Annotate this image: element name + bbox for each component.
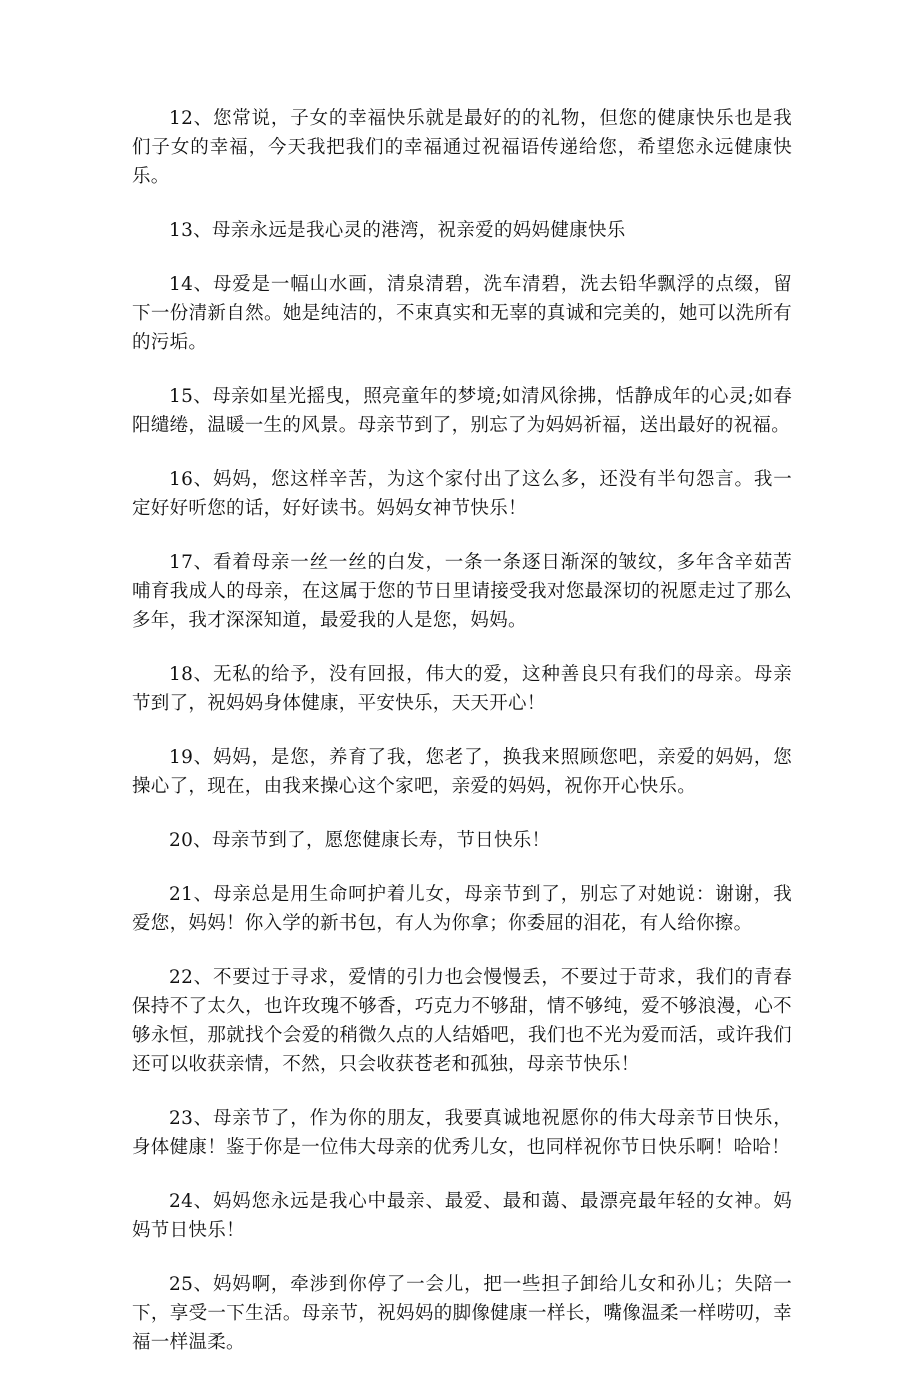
paragraph-20: 20、母亲节到了，愿您健康长寿，节日快乐！ [169,830,551,851]
paragraph-22: 22、不要过于寻求，爱情的引力也会慢慢丢，不要过于苛求，我们的青春保持不了太久，也许玫瑰不够香，巧克力不够甜，情不够纯，爱不够浪漫，心不够永恒，那就找个会爱的稍微久点的人结婚吧，我们也不光为爱而活，或许我们还可以收获亲情，不然，只会收获苍老和孤独，母亲节快乐！ [132,967,792,1075]
paragraph-17: 17、看着母亲一丝一丝的白发，一条一条逐日渐深的皱纹，多年含辛茹苦哺育我成人的母亲，在这属于您的节日里请接受我对您最深切的祝愿走过了那么多年，我才深深知道，最爱我的人是您，妈妈。 [132,552,792,631]
paragraph-24: 24、妈妈您永远是我心中最亲、最爱、最和蔼、最漂亮最年轻的女神。妈妈节日快乐！ [132,1191,792,1241]
paragraph-21: 21、母亲总是用生命呵护着儿女，母亲节到了，别忘了对她说：谢谢，我爱您，妈妈！你入学的新书包，有人为你拿；你委屈的泪花，有人给你擦。 [132,884,792,934]
paragraph-13: 13、母亲永远是我心灵的港湾，祝亲爱的妈妈健康快乐 [169,220,626,241]
paragraph-12: 12、您常说，子女的幸福快乐就是最好的的礼物，但您的健康快乐也是我们子女的幸福，今天我把我们的幸福通过祝福语传递给您，希望您永远健康快乐。 [132,108,792,187]
paragraph-19: 19、妈妈，是您，养育了我，您老了，换我来照顾您吧，亲爱的妈妈，您操心了，现在，由我来操心这个家吧，亲爱的妈妈，祝你开心快乐。 [132,747,792,797]
paragraph-14: 14、母爱是一幅山水画，清泉清碧，洗车清碧，洗去铅华飘浮的点缀，留下一份清新自然。她是纯洁的，不束真实和无辜的真诚和完美的，她可以洗所有的污垢。 [132,274,792,353]
paragraph-25: 25、妈妈啊，牵涉到你停了一会儿，把一些担子卸给儿女和孙儿；失陪一下，享受一下生活。母亲节，祝妈妈的脚像健康一样长，嘴像温柔一样唠叨，幸福一样温柔。 [132,1274,792,1353]
paragraph-18: 18、无私的给予，没有回报，伟大的爱，这种善良只有我们的母亲。母亲节到了，祝妈妈身体健康，平安快乐，天天开心！ [132,664,792,714]
paragraph-15: 15、母亲如星光摇曳，照亮童年的梦境;如清风徐拂，恬静成年的心灵;如春阳缱绻，温暖一生的风景。母亲节到了，别忘了为妈妈祈福，送出最好的祝福。 [132,386,792,436]
paragraph-23: 23、母亲节了，作为你的朋友，我要真诚地祝愿你的伟大母亲节日快乐，身体健康！鉴于你是一位伟大母亲的优秀儿女，也同样祝你节日快乐啊！哈哈！ [132,1108,792,1158]
paragraph-16: 16、妈妈，您这样辛苦，为这个家付出了这么多，还没有半句怨言。我一定好好听您的话，好好读书。妈妈女神节快乐！ [132,469,792,519]
document-body [132,104,792,1382]
